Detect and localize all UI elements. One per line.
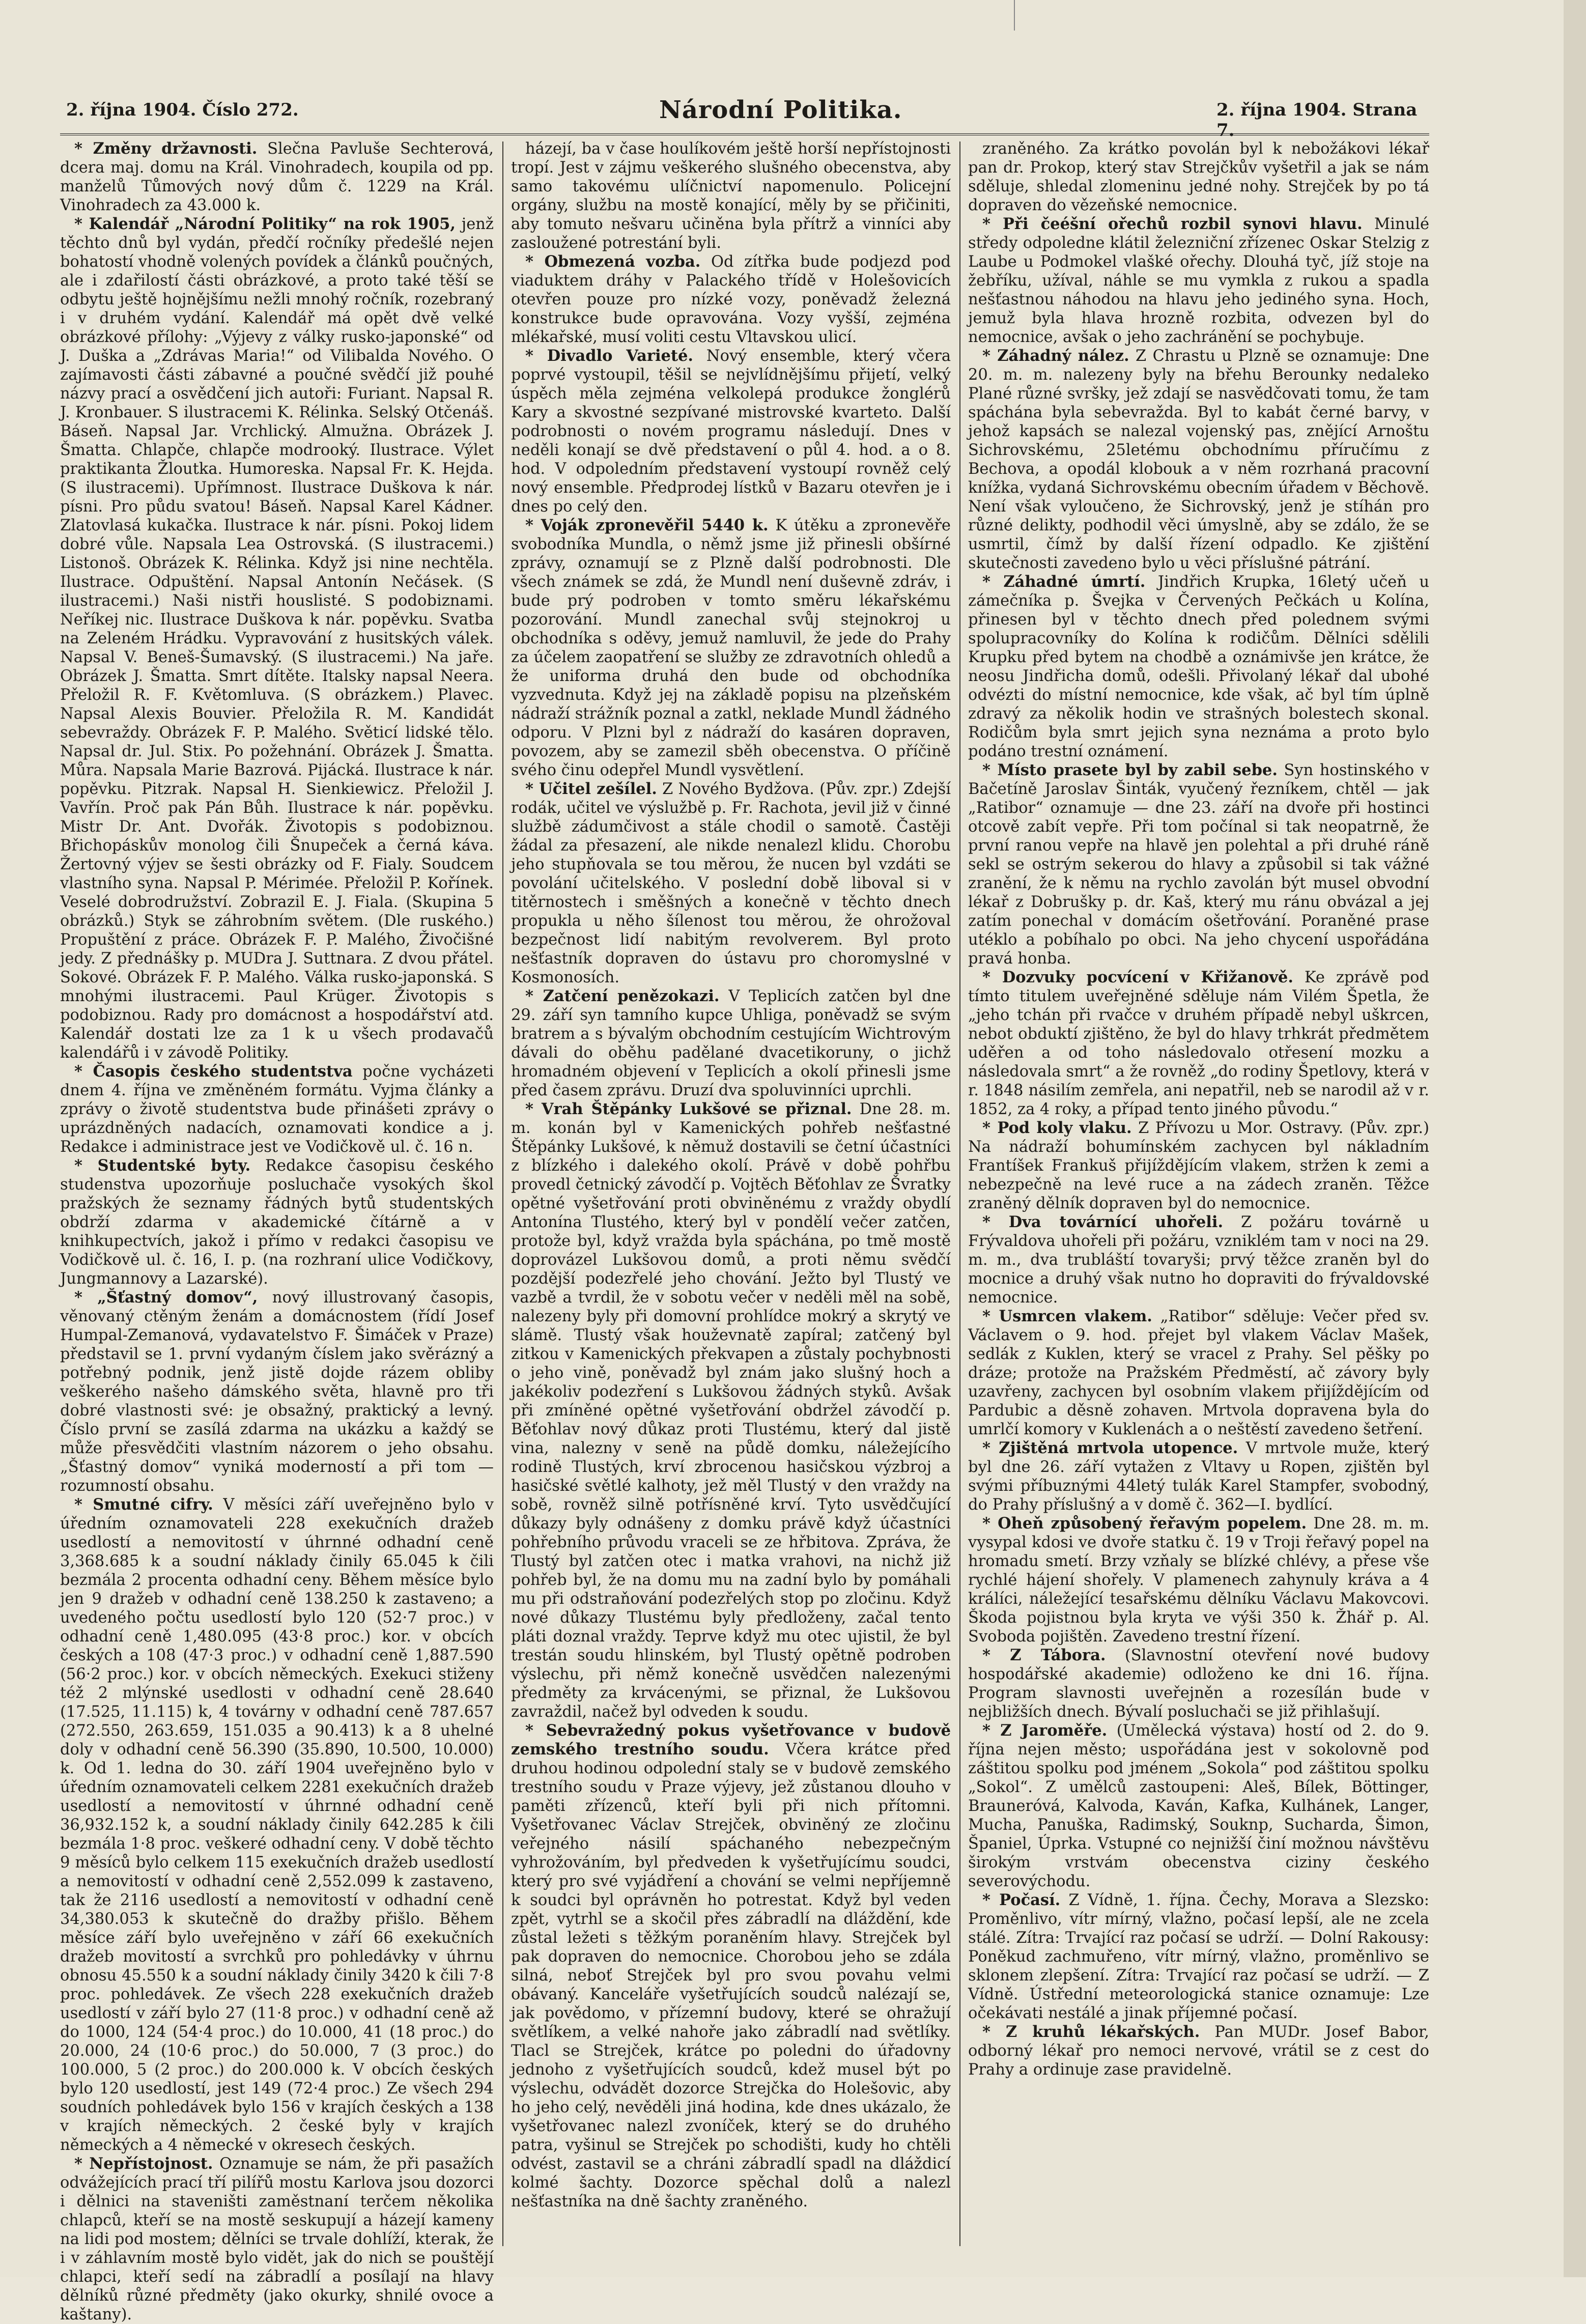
- news-item: [968, 2023, 1429, 2079]
- news-headline: * Z kruhů lékařských.: [982, 2023, 1200, 2041]
- news-item: [968, 761, 1429, 968]
- news-body: Z Chrastu u Plzně se oznamuje: Dne 20. m. m. nalezeny byly na břehu Berounky nedaleko Plané různé svršky, jež zdají se nasvědčovati tomu, že tam spáchána byla sebevražda. Byl to kabát černé barvy, v jehož kapsách se nalezal vojenský pas, znějící Arnoštu Sichrovskému, 25letému obchodnímu příručímu z Bechova, a opodál klobouk a v něm rozrhaná pracovní knížka, vydaná Sichrovskému obecním úřadem v Běchově. Není však vyloučeno, že Sichrovský, jenž je stíhán pro různé delikty, podhodil věci úmyslně, aby se zdálo, že se usmrtil, čímž by další řízení odpadlo. Ke zjištění skutečnosti zavedeno bylo u věci příslušné pátrání.: [968, 347, 1429, 572]
- news-body: Minulé středy odpoledne klátil železniční zřízenec Oskar Stelzig z Laube u Podmokel vlašké ořechy. Dlouhá tyč, jíž stoje na žebříku, užíval, náhle se mu vymkla z rukou a spadla nešťastnou náhodou na hlavu jeho jediného syna. Hoch, jemuž byla hlava hrozně rozbita, odvezen byl do nemocnice, avšak o jeho zachránění se pochybuje.: [968, 215, 1430, 346]
- header-date-issue: 2. října 1904. Číslo 272.: [66, 100, 299, 120]
- news-body: Z Nového Bydžova. (Pův. zpr.) Zdejší rodák, učitel ve výslužbě p. Fr. Rachota, jevil již v činné službě zádumčivost a stále chodil o samotě. Častěji žádal za přesazení, ale nikde nenalezl klidu. Chorobu jeho stupňovala se tou měrou, že nucen byl vzdáti se povolání učitelského. V poslední době liboval si v titěrnostech i směšných a konečně v těchto dnech propukla u něho šílenost tou měrou, že ohrožoval bezpečnost lidí nabitým revolverem. Byl proto nešťastník dopraven do ústavu pro choromyslné v Kosmonosích.: [511, 780, 951, 986]
- news-item: [511, 987, 951, 1100]
- news-headline: * Časopis českého studentstva: [74, 1062, 353, 1081]
- news-body: Syn hostinského v Bačetíně Jaroslav Šinták, vyučený řezníkem, chtěl — jak „Ratibor“ oznamuje — dne 23. září na dvoře při hostinci otcově zabít vepře. Při tom počínal si tak neopatrně, že první ranou vepře na hlavě jen polehtal a při druhé ráně sekl se ostrým sekerou do hlavy a způsobil si tak vážné zranění, že k němu na rychlo zavolán být musel obvodní lékař z Dobrušky p. dr. Kaš, který mu ránu obvázal a jej zatím ponechal v domácím ošetřování. Poraněné prase utéklo a pobíhalo po obci. Na jeho chycení uspořádána pravá honba.: [968, 761, 1429, 968]
- news-body: Ke zprávě pod tímto titulem uveřejněné sděluje nám Vilém Špetla, že „jeho tchán při rvačce v druhém případě nebyl uškrcen, nebot obduktí zjištěno, že byl do hlavy trhkrát předmětem uděřen a od toho následovalo otřesení mozku a následovala smrt“ a že rovněž „do rodiny Špetlovy, která v r. 1848 násilím zemřela, ani nepatřil, neb se narodil až v r. 1852, za 4 roky, a případ tento jiného původu.“: [968, 969, 1429, 1118]
- news-body: V mrtvole muže, který byl dne 26. září vytažen z Vltavy u Ropen, zjištěn byl svými příbuznými 44letý tulák Karel Stampfer, svobodný, do Prahy příslušný a v domě č. 362—I. bydlící.: [968, 1439, 1430, 1514]
- news-body: Nový ensemble, který včera poprvé vystoupil, těšil se nejvlídnějšímu přijetí, velký úspěch měla zejména velkolepá produkce žonglérů Kary a skvostné sezpívané mistrovské kvarteto. Další podrobnosti o novém programu následují. Dnes v neděli konají se dvě představení o půl 4. hod. a o 8. hod. V odpoledním představení vystoupí rovněž celý nový ensemble. Předprodej lístků v Bazaru otevřen je i dnes po celý den.: [511, 347, 951, 516]
- news-body: jenž těchto dnů byl vydán, předčí ročníky předešlé nejen bohatostí vhodně volených povídek a článků poučných, ale i zdařilostí části obrázkové, a proto také těší se odbytu ještě hojnějšímu nežli mnohý ročník, rozebraný i v druhém vydání. Kalendář má opět dvě velké obrázkové přílohy: „Výjevy z války rusko-japonské“ od J. Duška a „Zdrávas Maria!“ od Vilibalda Nového. O zajímavosti části zábavné a poučné svědčí již pouhé názvy prací a osvědčení jich autoři: Furiant. Napsal R. J. Kronbauer. S ilustracemi K. Rélinka. Selský Otčenáš. Báseň. Napsal Jar. Vrchlický. Almužna. Obrázek J. Šmatta. Chlapče, chlapče modrooký. Ilustrace. Výlet praktikanta Žloutka. Humoreska. Napsal Fr. K. Hejda. (S ilustracemi). Upřímnost. Ilustrace Duškova k nár. písni. Pro půdu svatou! Báseň. Napsal Karel Kádner. Zlatovlasá kukačka. Ilustrace k nár. písni. Pokoj lidem dobré vůle. Napsala Lea Ostrovská. (S ilustracemi.) Listonoš. Obrázek K. Rélinka. Když jsi nine nechtěla. Ilustrace. Odpuštění. Napsal Antonín Nečásek. (S ilustracemi.) Naši nistři houslisté. S podobiznami. Neříkej nic. Ilustrace Duškova k nár. popěvku. Svatba na Zeleném Hrádku. Vypravování z husitských válek. Napsal V. Beneš-Šumavský. (S ilustracemi.) Na jaře. Obrázek J. Šmatta. Smrt dítěte. Italsky napsal Neera. Přeložil R. F. Květomluva. (S obrázkem.) Plavec. Napsal Alexis Bouvier. Přeložila R. M. Kandidát sebevraždy. Obrázek F. P. Malého. Světicí lidské tělo. Napsal dr. Jul. Stix. Po požehnání. Obrázek J. Šmatta. Můra. Napsala Marie Bazrová. Pijácká. Ilustrace k nár. popěvku. Pitzrak. Napsal H. Sienkiewicz. Přeložil J. Vavřín. Proč pak Pán Bůh. Ilustrace k nár. popěvku. Mistr Dr. Ant. Dvořák. Životopis s podobiznou. Břichopáskův monolog čili Šnupeček a černá káva. Žertovný výjev se šesti obrázky od F. Fialy. Soudcem vlastního syna. Napsal P. Mérimée. Přeložil P. Kořínek. Veselé dobrodružství. Zobrazil E. J. Fiala. (Skupina 5 obrázků.) Styk se záhrobním světem. (Dle ruského.) Propuštění z práce. Obrázek F. P. Malého, Živočišné jedy. Z přednášky p. MUDra J. Suttnara. Z dvou přátel. Sokové. Obrázek F. P. Malého. Válka rusko-japonská. S mnohými ilustracemi. Paul Krüger. Životopis s podobiznou. Rady pro domácnost a hospodářství atd. Kalendář dostati lze za 1 k u všech prodavačů kalendářů i v závodě Politiky.: [60, 215, 494, 1062]
- column-divider: [502, 141, 503, 2246]
- news-body: (Slavnostní otevření nové budovy hospodářské akademie) odloženo ke dni 16. října. Program slavnosti uveřejněn a rozesílán bude v nejbližších dnech. Bývalí posluchači se již přihlašují.: [968, 1647, 1429, 1721]
- news-item: [60, 1288, 494, 1495]
- news-item: [511, 1100, 951, 1721]
- page-header: [51, 96, 1425, 140]
- news-item: [60, 139, 494, 215]
- news-body: (Umělecká výstava) hostí od 2. do 9. října nejen město; uspořádána jest v sokolovně pod záštitou spolku pod jménem „Sokola“ pod záštitou spolku „Sokol“. Z umělců zastoupeni: Aleš, Bílek, Böttinger, Brauneróvá, Kalvoda, Kaván, Kafka, Kulhánek, Langer, Mucha, Panuška, Radimský, Souknp, Sucharda, Šimon, Španiel, Úprka. Vstupné co nejnižší činí možnou návštěvu širokým vrstvám obecenstva ciziny českého severovýchodu.: [968, 1722, 1429, 1890]
- news-item: [511, 516, 951, 780]
- news-body: házejí, ba v čase houlíkovém ještě horší nepřístojnosti tropí. Jest v zájmu veškerého slušného obecenstva, aby samo takovému ulíčnictví napomenulo. Policejní orgány, službu na mostě konající, měly by se přičiniti, aby tomuto nešvaru učiněna byla přítrž a vinníci aby zasloužené potrestání byli.: [511, 140, 951, 252]
- news-headline: * Usmrcen vlakem.: [982, 1307, 1152, 1325]
- news-item: [968, 1307, 1429, 1439]
- column-1: [60, 139, 494, 2323]
- news-body: Slečna Pavluše Sechterová, dcera maj. domu na Král. Vinohradech, koupila od pp. manželů Tůmových nový dům č. 1229 na Král. Vinohradech za 43.000 k.: [60, 140, 494, 214]
- news-item: [60, 2155, 494, 2324]
- news-body: Oznamuje se nám, že při pasažích odvážejících prací tří pilířů mostu Karlova jsou dozorci i dělnici na staveništi zaměstnaní terčem několika chlapců, kteří se na mostě seskupují a házejí kameny na lidi pod mostem; dělníci se trvale dohlíží, kterak, že i v záhlavním mostě bylo vidět, jak do nich se pouštějí chlapci, kteří sedí na zábradlí a posílají na hlavy dělníků různé předměty (jako okurky, shnilé ovoce a kaštany).: [60, 2155, 494, 2323]
- news-item: [968, 968, 1429, 1119]
- news-headline: * Místo prasete byl by zabil sebe.: [982, 761, 1278, 779]
- news-item: [511, 780, 951, 987]
- news-item: [511, 139, 951, 252]
- news-item: [968, 1213, 1429, 1307]
- column-3: [968, 139, 1429, 2247]
- news-body: Dne 28. m. m. vysypal kdosi ve dvoře statku č. 19 v Troji řeřavý popel na hromadu smetí. Brzy vzňaly se blízké chlévy, a přese vše rychlé hájení shořely. V plamenech zahynuly kráva a 4 králíci, náležející tesařskému dělníku Václavu Makovcovi. Škoda pojistnou byla kryta ve výši 350 k. Žhář p. Al. Svoboda pojištěn. Zavedeno trestní řízení.: [968, 1515, 1429, 1646]
- news-headline: * Nepřístojnost.: [74, 2155, 213, 2173]
- news-item: [968, 215, 1429, 347]
- news-item: [968, 1514, 1429, 1646]
- news-item: [968, 1439, 1429, 1514]
- news-headline: * Pod koly vlaku.: [982, 1119, 1132, 1137]
- news-headline: * „Šťastný domov“,: [74, 1288, 258, 1307]
- news-item: [511, 347, 951, 516]
- news-body: Včera krátce před druhou hodinou odpolední staly se v budově zemského trestního soudu v Praze výjevy, jež zůstanou dlouho v paměti zřízenců, kteří byli při nich přítomni. Vyšetřovanec Václav Strejček, obviněný ze zločinu veřejného násilí spáchaného nebezpečným vyhrožováním, byl předveden k vyšetřujícímu soudci, který pro své vyjádření a chování se velmi nepříjemně k soudci byl oprávněn ho potrestat. Když byl veden zpět, vytrhl se a skočil přes zábradlí na dláždění, kde zůstal ležeti s těžkým poraněním hlavy. Strejček byl pak dopraven do nemocnice. Chorobou jeho se zdála silná, neboť Strejček byl pro svou povahu velmi obávaný. Kanceláře vyšetřujících soudců nalézají se, jak povědomo, v přízemní budovy, které se ohražují světlíkem, a velké nahoře jako zábradlí nad světlíky. Tlacl se Strejček, krátce po poledni do úřadovny jednoho z vyšetřujících soudců, kdež musel být po výslechu, odvádět dozorce Strejčka do Holešovic, aby ho jeho celý, nevěděli jiná hodina, kde dnes ukázalo, že vyšetřovanec nalezl zvoníček, který se do druhého patra, vyšinul se Strejček po schodišti, kudy ho chtěli odvést, zastavil se a chráni zábradlí spadl na dláždicí kolmé šachty. Dozorce spěchal dolů a nalezl nešťastníka na dně šachty zraněného.: [511, 1741, 951, 2210]
- news-body: Dne 28. m. m. konán byl v Kamenických pohřeb nešťastné Štěpánky Lukšové, k němuž dostavili se četní účastníci z blízkého i dalekého okolí. Právě v době pohřbu provedl četnický závodčí p. Vojtěch Běťohlav ze Švratky opětné vyšetřování proti obviněnému z vraždy obydlí Antonína Tlustého, který byl v pondělí večer zatčen, protože byl, když vražda byla spáchána, po tmě mostě doprovázel Lukšovou domů, a proti němu svědčí pozdější podezřelé jeho chování. Ježto byl Tlustý ve vazbě a tvrdil, že v sobotu večer v neděli měl na sobě, nalezeny byly při domovní prohlídce mokrý a skrytý ve slámě. Tlustý však houževnatě zapíral; zatčený byl zitkou v Kamenických překvapen a zůstaly pochybnosti o jeho vině, poněvadž byl znám jako slušný hoch a jakékoliv podezření s Lukšovou žádných styků. Avšak při zmíněné opětné vyšetřování obdržel závodčí p. Běťohlav nový důkaz proti Tlustému, který dal jistě vina, nalezny v seně na půdě domku, náležejícího rodině Tlustých, krví zbrocenou hasičskou výzbroj a hasičské světlé kalhoty, jež měl Tlustý v den vraždy na sobě, rovněž silně potřísněné krví. Tyto usvědčující důkazy byly odnášeny z domku právě když účastníci pohřebního průvodu vraceli se ze hřbitova. Zpráva, že Tlustý byl zatčen otec i matka vrahovi, na nichž již pohřeb byl, že na domu mu na zadní bylo by pomáhali mu při odstraňování podezřelých stop po zločinu. Když nové důkazy Tlustému byly předloženy, začal tento pláti doznal vraždy. Teprve když mu otec ujistil, že byl trestán soudu hlinském, byl Tlustý opětně podroben výslechu, při němž konečně usvědčen nalezenými předměty za krvácenými, se přiznal, že Lukšovou zavraždil, načež byl odveden k soudu.: [511, 1100, 951, 1721]
- column-2: [511, 139, 951, 2247]
- news-body: „Ratibor“ sděluje: Večer před sv. Václavem o 9. hod. přejet byl vlakem Václav Mašek, sedlák z Kuklen, který se vracel z Prahy. Sel pěšky po dráze; protože na Pražském Předměstí, ač závory byly uzavřeny, zachycen byl osobním vlakem přijíždějícím od Pardubic a děsně zohaven. Mrtvola dopravena byla do umrlčí komory v Kuklenách a o neštěstí zavedeno šetření.: [968, 1308, 1430, 1438]
- news-headline: * Voják zpronevěřil 5440 k.: [525, 516, 769, 534]
- news-item: [968, 573, 1429, 761]
- news-headline: * Dozvuky pocvícení v Křižanově.: [982, 968, 1293, 986]
- news-headline: * Zjištěná mrtvola utopence.: [982, 1439, 1238, 1457]
- news-item: [968, 347, 1429, 573]
- news-headline: * Učitel zešílel.: [525, 780, 657, 798]
- page-edge: [1564, 0, 1586, 2277]
- news-body: Z Vídně, 1. října. Čechy, Morava a Slezsko: Proměnlivo, vítr mírný, vlažno, počasí lepší, ale ne zcela stálé. Zítra: Trvající raz počasí se udrží. — Dolní Rakousy: Poněkud zachmuřeno, vítr mírný, vlažno, proměnlivo se sklonem zlepšení. Zítra: Trvající raz počasí se udrží. — Z Vídně. Ústřední meteorologická stanice oznamuje: Lze očekávati nestálé a jinak příjemné počasí.: [968, 1891, 1429, 2022]
- news-body: nový illustrovaný časopis, věnovaný ctěným ženám a domácnostem (řídí Josef Humpal-Zemanová, vydavatelstvo F. Šimáček v Praze) představil se 1. první vydaným číslem jako svěrázný a potřebný podnik, jenž jistě dojde rázem obliby veškerého našeho dámského světa, hlavně pro tři dobré vlastnosti své: je obsažný, praktický a levný. Číslo první se zasílá zdarma na ukázku a každý se může přesvědčiti vlastním názorem o jeho obsahu. „Šťastný domov“ vyniká moderností a při tom — rozumností obsahu.: [60, 1289, 494, 1495]
- news-headline: * Při čeéšní ořechů rozbil synovi hlavu.: [982, 215, 1363, 233]
- news-body: Z požáru továrně u Frývaldova uhořeli při požáru, vzniklém tam v noci na 29. m. m., dva trubláští tovaryši; prvý těžce zraněn byl do mocnice a druhý však nutno ho dopraviti do frývaldovské nemocnice.: [968, 1213, 1429, 1307]
- news-item: [968, 1891, 1429, 2023]
- column-divider: [959, 141, 960, 2246]
- header-rule: [60, 133, 1429, 135]
- news-headline: * Zatčení penězokazi.: [525, 987, 720, 1005]
- news-body: Redakce časopisu českého studenstva upozorňuje posluchače vysokých škol pražských že seznamy řádných bytů studentských obdrží zdarma v akademické čítárně a v knihkupectvích, jakož i přímo v redakci časopisu ve Vodičkově ul. č. 16, I. p. (na rozhraní ulice Vodičkovy, Jungmannovy a Lazarské).: [60, 1157, 494, 1288]
- news-body: K útěku a zpronevěře svobodníka Mundla, o němž jsme již přinesli obšírné zprávy, oznamují se z Plzně další podrobnosti. Dle všech známek se zdá, že Mundl není duševně zdráv, i bude prý podroben v tomto směru lékařskému pozorování. Mundl zanechal svůj stejnokroj u obchodníka s oděvy, jemuž namluvil, že jede do Prahy za účelem zaopatření se služby ze zdravotních ohledů a že uniforma druhá den bude od obchodníka vyzvednuta. Když jej na základě popisu na plzeňském nádraží strážník poznal a zatkl, neklade Mundl žádného odporu. V Plzni byl z nádraží do kasáren dopraven, povozem, aby se zamezil sběh obecenstva. O příčině svého činu odepřel Mundl vysvětlení.: [511, 517, 951, 779]
- news-headline: * Počasí.: [982, 1891, 1061, 1909]
- news-headline: * Vrah Štěpánky Lukšové se přiznal.: [525, 1100, 852, 1118]
- newspaper-title: Národní Politika.: [659, 96, 902, 124]
- news-headline: * Studentské byty.: [74, 1156, 251, 1175]
- news-headline: * Sebevražedný pokus vyšetřovance v budově zemského trestního soudu.: [511, 1721, 951, 1759]
- news-body: V Teplicích zatčen byl dne 29. září syn tamního kupce Uhliga, poněvadž se svým bratrem a s bývalým obchodním cestujícím Wichtrovým dávali do oběhu padělané dvacetikoruny, o jichž hromadném objevení v Teplicích a okolí přinesli jsme před časem zprávu. Druzí dva spoluvinníci uprchli.: [511, 987, 951, 1099]
- news-item: [511, 252, 951, 347]
- news-headline: * Z Tábora.: [982, 1646, 1106, 1664]
- news-headline: * Záhadné úmrtí.: [982, 573, 1146, 591]
- news-headline: * Divadlo Varieté.: [525, 347, 694, 365]
- news-body: zraněného. Za krátko povolán byl k nebožákovi lékař pan dr. Prokop, který stav Strejčkův vyšetřil a jak se nám sděluje, shledal zlomeninu jedné nohy. Strejček by po tá dopraven do vězeňské nemocnice.: [968, 140, 1429, 214]
- news-headline: * Obmezená vozba.: [525, 252, 701, 271]
- news-headline: * Změny državnosti.: [74, 139, 258, 158]
- paper-fold: [1014, 0, 1015, 31]
- news-body: V měsíci září uveřejněno bylo v úředním oznamovateli 228 exekučních dražeb usedlostí a nemovitostí v úhrnné odhadní ceně 3,368.685 k a soudní náklady činily 65.045 k čili bezmála 2 procenta odhadní ceny. Během měsíce bylo jen 9 dražeb v odhadní ceně 138.250 k zastaveno; a uvedeného počtu usedlostí bylo 120 (52·7 proc.) v odhadní ceně 1,480.095 (43·8 proc.) kor. v obcích českých a 108 (47·3 proc.) v odhadní ceně 1,887.590 (56·2 proc.) kor. v obcích německých. Exekuci stiženy též 2 mlýnské usedlosti v odhadní ceně 28.640 (17.525, 11.115) k, 4 továrny v odhadní ceně 787.657 (272.550, 263.659, 151.035 a 90.413) k a 8 uhelné doly v odhadní ceně 56.390 (35.890, 10.500, 10.000) k. Od 1. ledna do 30. září 1904 uveřejněno bylo v úředním oznamovateli celkem 2281 exekučních dražeb usedlostí a nemovitostí v úhrnné odhadní ceně 36,932.152 k, a soudní náklady činily 642.285 k čili bezmála 1·8 proc. veškeré odhadní ceny. V době těchto 9 měsíců bylo celkem 115 exekučních dražeb usedlostí a nemovitostí v odhadní ceně 2,552.099 k zastaveno, tak že 2116 usedlostí a nemovitostí v odhadní ceně 34,380.053 k skutečně do dražby přišlo. Během měsíce září bylo uveřejněno v září 66 exekučních dražeb movitostí a svrchků pro pohledávky v úhrnu obnosu 45.550 k a soudní náklady činily 3420 k čili 7·8 proc. pohledávek. Ze všech 228 exekučních dražeb usedlostí v září bylo 27 (11·8 proc.) v odhadní ceně až do 1000, 124 (54·4 proc.) do 10.000, 41 (18 proc.) do 20.000, 24 (10·6 proc.) do 50.000, 7 (3 proc.) do 100.000, 5 (2 proc.) do 200.000 k. V obcích českých bylo 120 usedlostí, jest 149 (72·4 proc.) Ze všech 294 soudních pohledávek bylo 156 v krajích českých a 138 v krajích německých. 2 české byly v krajích německých a 4 německé v okresech českých.: [60, 1496, 494, 2154]
- news-headline: * Dva továrnící uhořeli.: [982, 1213, 1224, 1231]
- news-item: [511, 1721, 951, 2211]
- news-item: [968, 1646, 1429, 1721]
- news-item: [968, 139, 1429, 215]
- news-item: [968, 1721, 1429, 1891]
- news-headline: * Kalendář „Národní Politiky“ na rok 1905,: [74, 215, 456, 233]
- news-item: [60, 1062, 494, 1156]
- news-headline: * Oheň způsobený řeřavým popelem.: [982, 1514, 1307, 1533]
- news-headline: * Z Jaroměře.: [982, 1721, 1108, 1740]
- news-item: [60, 215, 494, 1062]
- news-body: Od zítřka bude podjezd pod viaduktem dráhy v Palackého třídě v Holešovicích otevřen pouze pro nízké vozy, poněvadž železná konstrukce bude opravována. Vozy vyšší, zejména mlékařské, musí voliti cestu Vltavskou ulicí.: [511, 253, 951, 346]
- header-date-page: 2. října 1904. Strana 7.: [1216, 100, 1418, 140]
- news-headline: * Záhadný nález.: [982, 347, 1129, 365]
- news-item: [60, 1495, 494, 2155]
- news-body: počne vycházeti dnem 4. října ve změněném formátu. Vyjma články a zprávy o životě studentstva bude přinášeti zprávy o uprázdněných nadacích, oznamovati kondice a j. Redakce i administrace jest ve Vodičkově ul. č. 16 n.: [60, 1063, 494, 1156]
- news-body: Z Přívozu u Mor. Ostravy. (Pův. zpr.) Na nádraží bohumínském zachycen byl nákladním Frantíšek Frankuš přijíždějícím vlakem, stržen k zemi a nebezpečně na levé ruce a na zádech zraněn. Těžce zraněný dělník dopraven byl do nemocnice.: [968, 1119, 1429, 1212]
- news-item: [60, 1156, 494, 1288]
- news-item: [968, 1119, 1429, 1213]
- news-headline: * Smutné cifry.: [74, 1495, 213, 1514]
- news-body: Jindřich Krupka, 16letý učeň u zámečníka p. Švejka v Červených Pečkách u Kolína, přinesen byl v těchto dnech před polednem svými spolupracovníky do Kolína k rodičům. Dělníci sdělili Krupku před bytem na chodbě a oznámivše jen krátce, že neosu Jindřicha domů, odešli. Přivolaný lékař dal ubohé odvézti do místní nemocnice, kde však, ač byl tím úplně zdravý za několik hodin ve strašných bolestech skonal. Rodičům byla smrt jejich syna neznáma a proto bylo podáno trestní oznámení.: [968, 573, 1429, 760]
- news-body: Pan MUDr. Josef Babor, odborný lékař pro nemoci nervové, vrátil se z cest do Prahy a ordinuje zase pravidelně.: [968, 2023, 1429, 2079]
